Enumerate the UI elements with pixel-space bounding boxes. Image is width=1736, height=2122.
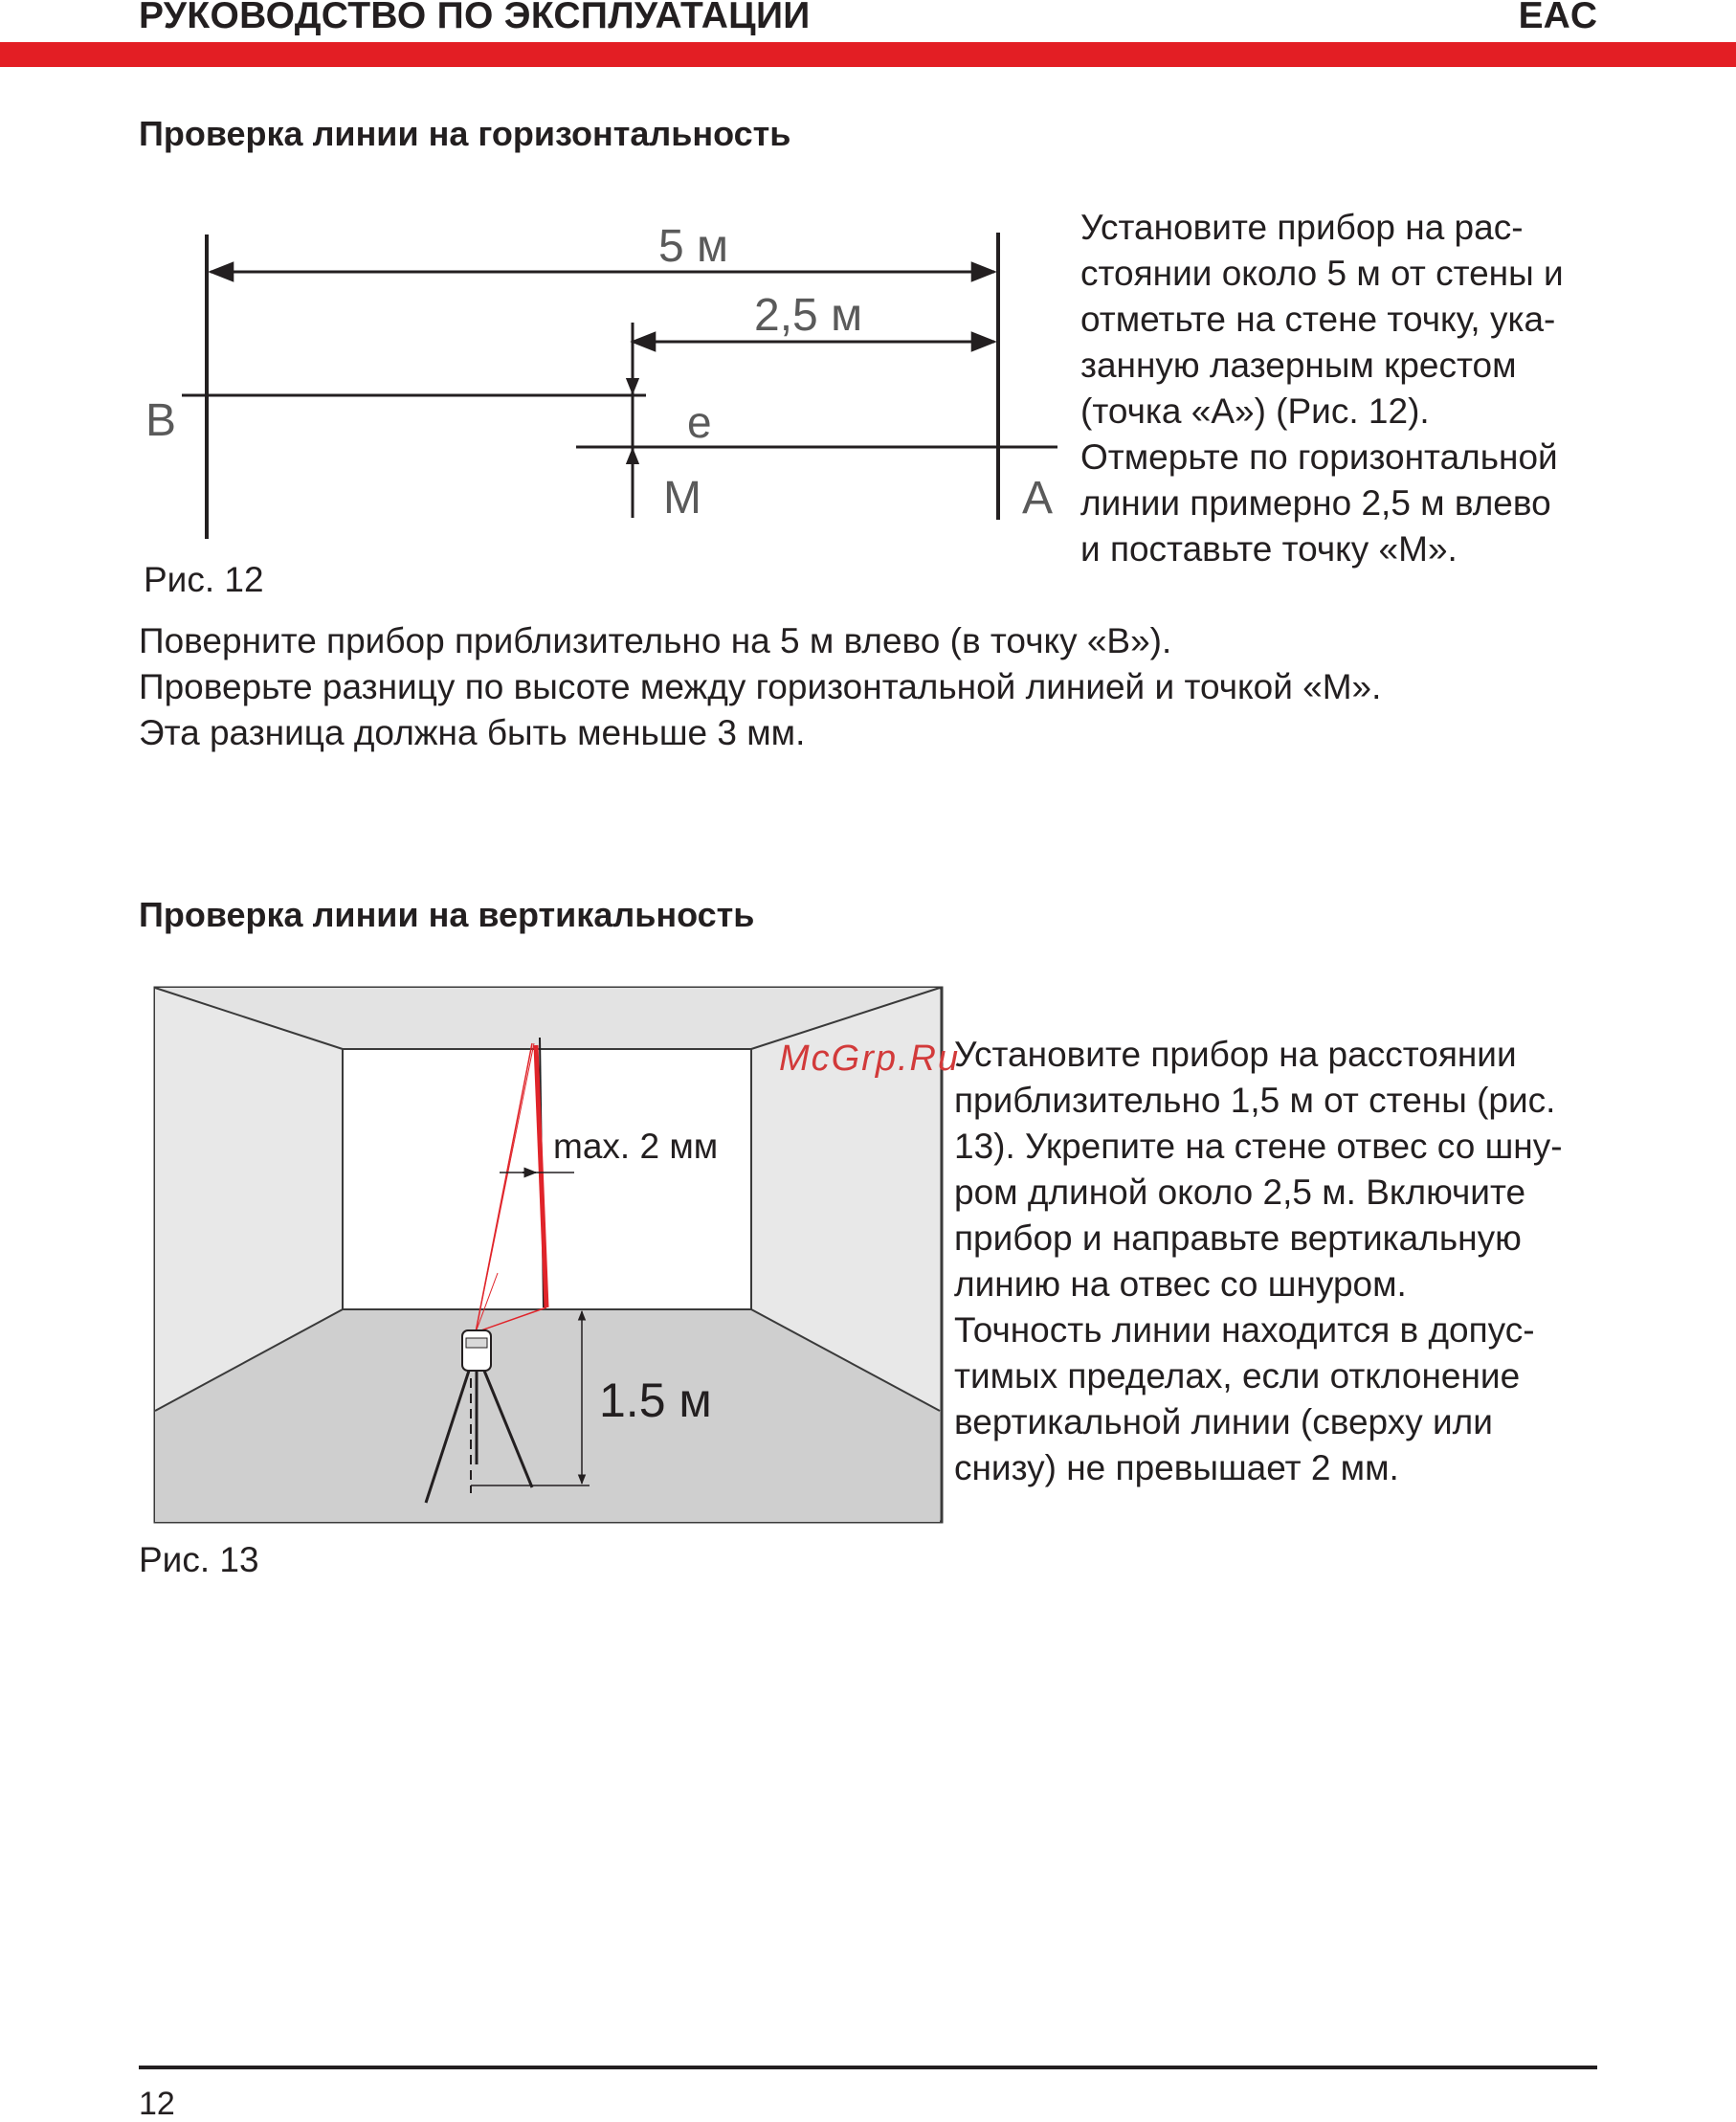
label-b: B xyxy=(145,395,177,446)
text-line: приблизительно 1,5 м от стены (рис. xyxy=(954,1081,1556,1120)
text-line: и поставьте точку «М». xyxy=(1080,529,1458,569)
text-line: (точка «А») (Рис. 12). xyxy=(1080,391,1430,431)
section-title-vertical: Проверка линии на вертикальность xyxy=(139,895,755,934)
label-e: e xyxy=(687,397,712,447)
page-number: 12 xyxy=(139,2086,175,2122)
label-5m: 5 м xyxy=(658,221,729,272)
label-max-2mm: max. 2 мм xyxy=(553,1127,719,1166)
section-title-horizontal: Проверка линии на горизонтальность xyxy=(139,114,791,153)
section2-side-text xyxy=(954,1032,1597,1491)
text-line: занную лазерным крестом xyxy=(1080,346,1517,385)
label-1-5m: 1.5 м xyxy=(599,1374,712,1427)
text-line: Отмерьте по горизонтальной xyxy=(1080,437,1558,477)
text-line: отметьте на стене точку, ука- xyxy=(1080,300,1556,339)
text-line: Эта разница должна быть меньше 3 мм. xyxy=(139,713,806,752)
figure-13-caption: Рис. 13 xyxy=(139,1540,259,1579)
header-red-bar xyxy=(0,42,1736,67)
figure-12-caption: Рис. 12 xyxy=(144,560,264,599)
text-line: стоянии около 5 м от стены и xyxy=(1080,254,1564,293)
text-line: линии примерно 2,5 м влево xyxy=(1080,483,1551,523)
text-line: снизу) не превышает 2 мм. xyxy=(954,1448,1399,1487)
header-title: РУКОВОДСТВО ПО ЭКСПЛУАТАЦИИ xyxy=(139,0,811,36)
footer-divider xyxy=(139,2066,1597,2069)
figure-12-diagram xyxy=(134,196,1072,560)
text-line: прибор и направьте вертикальную xyxy=(954,1218,1522,1258)
text-line: Проверьте разницу по высоте между горизонтальной линией и точкой «М». xyxy=(139,667,1382,706)
eac-mark: EAC xyxy=(1518,0,1597,36)
text-line: вертикальной линии (сверху или xyxy=(954,1402,1493,1441)
section1-body-text xyxy=(139,618,1603,756)
text-line: Установите прибор на расстоянии xyxy=(954,1035,1517,1074)
label-m: M xyxy=(663,473,701,524)
watermark: McGrp.Ru xyxy=(779,1039,961,1079)
text-line: линию на отвес со шнуром. xyxy=(954,1264,1407,1304)
text-line: ром длиной около 2,5 м. Включите xyxy=(954,1173,1526,1212)
text-line: Поверните прибор приблизительно на 5 м влево (в точку «В»). xyxy=(139,621,1172,660)
text-line: Точность линии находится в допус- xyxy=(954,1310,1535,1350)
label-2-5m: 2,5 м xyxy=(754,290,863,341)
label-a: A xyxy=(1022,473,1054,524)
text-line: тимых пределах, если отклонение xyxy=(954,1356,1521,1396)
laser-device xyxy=(462,1330,491,1371)
text-line: Установите прибор на рас- xyxy=(1080,208,1524,247)
text-line: 13). Укрепите на стене отвес со шну- xyxy=(954,1127,1563,1166)
section1-side-text xyxy=(1080,205,1597,572)
